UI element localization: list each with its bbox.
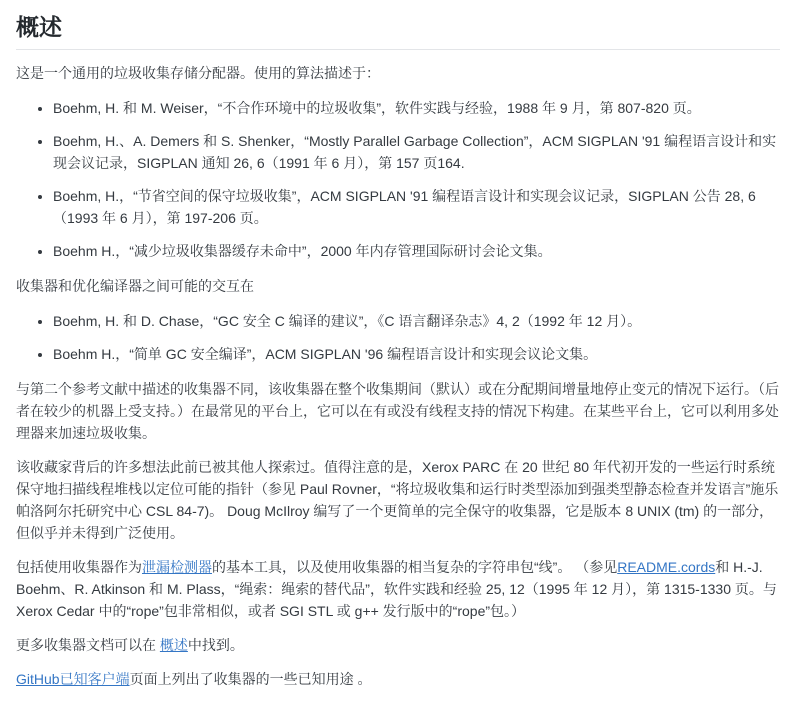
cords-text-segment: 的基本工具，以及使用收集器的相当复杂的字符串包“线”。 （参见	[212, 559, 618, 575]
reference-list-compiler	[16, 310, 780, 365]
reference-item: • Boehm H.，“简单 GC 安全编译”，ACM SIGPLAN '96 编程语言设计和实现会议论文集。	[53, 343, 780, 365]
readme-cords-link[interactable]: README.cords	[617, 559, 716, 575]
page-title: 概述	[16, 12, 780, 50]
paragraph-history: 该收藏家背后的许多想法此前已被其他人探索过。值得注意的是，Xerox PARC 在 20 世纪 80 年代初开发的一些运行时系统保守地扫描线程堆栈以定位可能的指针（参见 Paul Rovner，“将垃圾收集和运行时类型添加到强类型静态检查并发语言”施乐帕洛阿尔托研究中心 CSL 84-7)。 Doug McIlroy 编写了一个更简单的完全保守的收集器，它是版本 8 UNIX (tm) 的一部分，但似乎并未得到广泛使用。	[16, 459, 779, 541]
leak-detector-link[interactable]: 泄漏检测器	[142, 559, 212, 575]
github-text-segment: 页面上列出了收集器的一些已知用途 。	[129, 671, 372, 687]
cords-text-segment: 包括使用收集器作为	[16, 559, 142, 575]
paragraph-collector-difference: 与第二个参考文献中描述的收集器不同，该收集器在整个收集期间（默认）或在分配期间增量地停止变元的情况下运行。（后者在较少的机器上受支持。）在最常见的平台上，它可以在有或没有线程支持的情况下构建。在某些平台上，它可以利用多处理器来加速垃圾收集。	[16, 381, 779, 441]
reference-item: • Boehm, H. 和 M. Weiser，“不合作环境中的垃圾收集”，软件实践与经验，1988 年 9 月，第 807-820 页。	[53, 97, 780, 119]
reference-item: • Boehm H.，“减少垃圾收集器缓存未命中”，2000 年内存管理国际研讨会论文集。	[53, 240, 780, 262]
reference-list-algorithms	[16, 97, 780, 262]
paragraph-compiler-interaction: 收集器和优化编译器之间可能的交互在	[16, 278, 254, 294]
reference-item: • Boehm, H. 和 D. Chase，“GC 安全 C 编译的建议”，《C 语言翻译杂志》4, 2（1992 年 12 月）。	[53, 310, 780, 332]
reference-item: • Boehm, H.、A. Demers 和 S. Shenker，“Mostly Parallel Garbage Collection”，ACM SIGPLAN '91 编程语言设计和实现会议记录，SIGPLAN 通知 26, 6（1991 年 6 月），第 157 页164.	[53, 130, 780, 174]
cords-text-segment: 和 H.-J. Boehm、R. Atkinson 和 M. Plass，“绳索：绳索的替代品”，软件实践和经验 25, 12（1995 年 12 月），第 1315-1330 页。与 Xerox Cedar 中的“rope”包非常相似，或者 SGI STL 或 g++ 发行版中的“rope”包。）	[16, 559, 777, 619]
docs-text-segment: 更多收集器文档可以在	[16, 637, 160, 653]
docs-text-segment: 中找到。	[187, 637, 244, 653]
paragraph-more-docs	[16, 634, 780, 656]
github-known-clients-link[interactable]: GitHub已知客户端	[16, 671, 130, 687]
overview-link[interactable]: 概述	[159, 637, 188, 653]
reference-item: • Boehm, H.，“节省空间的保守垃圾收集”，ACM SIGPLAN '91 编程语言设计和实现会议记录，SIGPLAN 公告 28, 6（1993 年 6 月），第 197-206 页。	[53, 185, 780, 229]
paragraph-intro: 这是一个通用的垃圾收集存储分配器。使用的算法描述于：	[16, 65, 380, 81]
paragraph-cords	[16, 556, 780, 622]
paragraph-github-clients	[16, 668, 780, 690]
